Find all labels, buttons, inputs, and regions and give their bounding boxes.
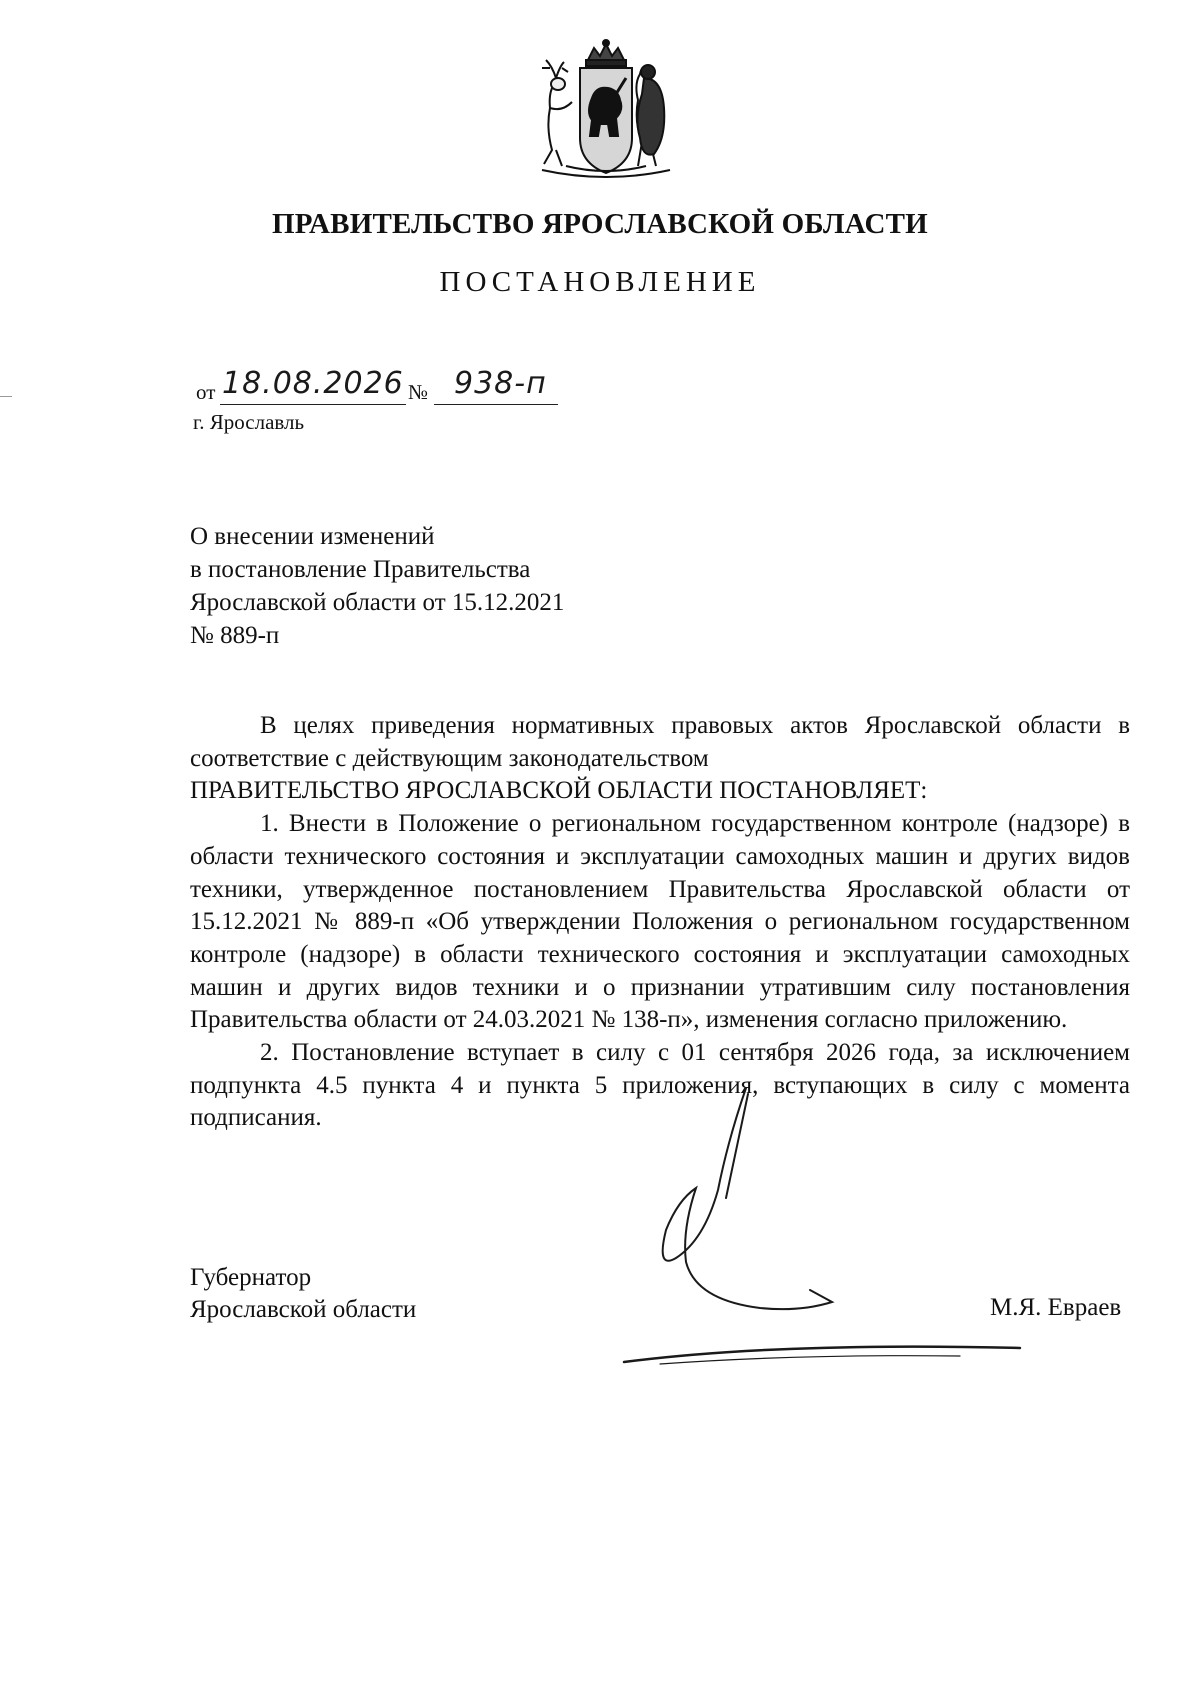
- subject-line: Ярославской области от 15.12.2021: [190, 589, 565, 616]
- item-2-paragraph: 2. Постановление вступает в силу с 01 сентября 2026 года, за исключением подпункта 4.5 пункта 4 и пункта 5 приложения, вступающих в силу с момента подписания.: [190, 1039, 1130, 1132]
- handwritten-number: 938-п: [454, 366, 547, 401]
- signer-name: М.Я. Евраев: [990, 1294, 1122, 1321]
- organization-title: ПРАВИТЕЛЬСТВО ЯРОСЛАВСКОЙ ОБЛАСТИ: [272, 208, 928, 240]
- subject-line: № 889-п: [190, 622, 280, 649]
- subject-line: в постановление Правительства: [190, 556, 531, 583]
- margin-mark: [0, 396, 12, 397]
- document-subject: [190, 520, 564, 652]
- number-prefix: №: [408, 380, 429, 404]
- subject-line: О внесении изменений: [190, 523, 435, 550]
- date-prefix: от: [196, 380, 216, 404]
- preamble-paragraph: В целях приведения нормативных правовых актов Ярославской области в соответствие с действующим законодательством: [190, 712, 1130, 772]
- signer-post-line: Губернатор: [190, 1264, 312, 1291]
- city: г. Ярославль: [193, 410, 305, 434]
- signer-post-line: Ярославской области: [190, 1296, 417, 1323]
- date-underline: [220, 404, 406, 405]
- number-underline: [434, 404, 558, 405]
- resolves-line: ПРАВИТЕЛЬСТВО ЯРОСЛАВСКОЙ ОБЛАСТИ ПОСТАНОВЛЯЕТ:: [190, 777, 928, 805]
- handwritten-date: 18.08.2026: [222, 366, 404, 401]
- coat-of-arms-icon: [526, 38, 686, 186]
- signer-position: [190, 1262, 416, 1326]
- document-type: ПОСТАНОВЛЕНИЕ: [439, 266, 761, 298]
- handwritten-signature-icon: [600, 1080, 1060, 1370]
- registration-line: [196, 368, 616, 408]
- document-body: [190, 710, 1130, 1135]
- item-1-paragraph: 1. Внести в Положение о региональном государственном контроле (надзоре) в области технического состояния и эксплуатации самоходных машин и других видов техники, утвержденное постановлением Правительства Ярославской области от 15.12.2021 № 889-п «Об утверждении Положения о региональном государственном контроле (надзоре) в области технического состояния и эксплуатации самоходных машин и других видов техники и о признании утратившим силу постановления Правительства области от 24.03.2021 № 138-п», изменения согласно приложению.: [190, 810, 1130, 1034]
